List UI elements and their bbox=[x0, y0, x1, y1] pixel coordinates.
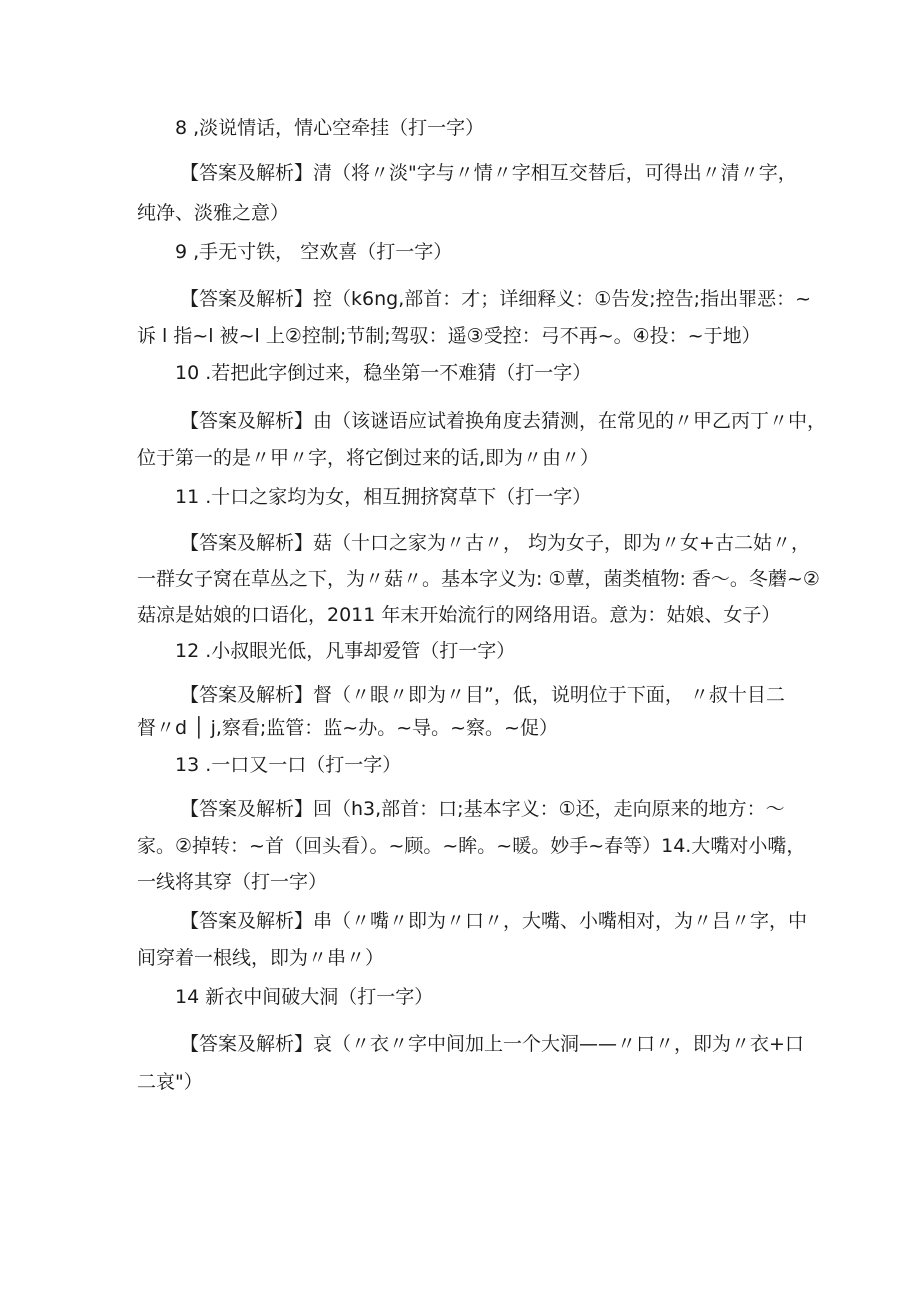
riddle-13-question: 13 .一口又一口（打一字） bbox=[175, 754, 402, 776]
riddle-14-answer: 【答案及解析】哀（〃衣〃字中间加上一个大洞——〃口〃，即为〃衣+口 bbox=[180, 1033, 804, 1055]
riddle-14a-answer: 【答案及解析】串（〃嘴〃即为〃口〃，大嘴、小嘴相对，为〃吕〃字，中 bbox=[180, 910, 808, 932]
riddle-10-question: 10 .若把此字倒过来，稳坐第一不难猜（打一字） bbox=[175, 362, 592, 384]
riddle-12-answer-cont: 督〃d │ j,察看;监管：监~办。~导。~察。~促） bbox=[137, 717, 558, 739]
riddle-8-answer-cont: 纯净、淡雅之意） bbox=[137, 202, 290, 224]
riddle-9-question: 9 ,手无寸铁， 空欢喜（打一字） bbox=[175, 241, 453, 263]
riddle-13-answer-cont-1: 家。②掉转：~首（回头看）。~顾。~眸。~暖。妙手~春等）14.大嘴对小嘴， bbox=[137, 835, 806, 857]
riddle-8-answer: 【答案及解析】清（将〃淡"字与〃情〃字相互交替后，可得出〃清〃字， bbox=[180, 162, 797, 184]
riddle-11-question: 11 .十口之家均为女，相互拥挤窝草下（打一字） bbox=[175, 486, 592, 508]
riddle-11-answer-cont-2: 菇凉是姑娘的口语化，2011 年末开始流行的网络用语。意为：姑娘、女子） bbox=[137, 604, 781, 626]
riddle-12-answer: 【答案及解析】督（〃眼〃即为〃目”，低，说明位于下面， 〃叔十目二 bbox=[180, 684, 785, 706]
riddle-13-answer: 【答案及解析】回（h3,部首：口;基本字义：①还，走向原来的地方：〜 bbox=[180, 798, 785, 820]
riddle-14-answer-cont: 二哀"） bbox=[137, 1071, 203, 1093]
riddle-11-answer: 【答案及解析】菇（十口之家为〃古〃， 均为女子，即为〃女+古二姑〃， bbox=[180, 532, 810, 554]
riddle-10-answer-cont: 位于第一的是〃甲〃字，将它倒过来的话,即为〃由〃） bbox=[137, 447, 600, 469]
riddle-10-answer: 【答案及解析】由（该谜语应试着换角度去猜测，在常见的〃甲乙丙丁〃中， bbox=[180, 410, 827, 432]
riddle-11-answer-cont-1: 一群女子窝在草丛之下，为〃菇〃。基本字义为: ①蕈，菌类植物: 香〜。冬蘑~② bbox=[137, 568, 820, 590]
riddle-13-answer-cont-2: 一线将其穿（打一字） bbox=[137, 871, 328, 893]
riddle-14a-answer-cont: 间穿着一根线，即为〃串〃） bbox=[137, 947, 385, 969]
riddle-8-question: 8 ,淡说情话，情心空牵挂（打一字） bbox=[175, 117, 485, 139]
riddle-14-question: 14 新衣中间破大洞（打一字） bbox=[175, 986, 434, 1008]
riddle-9-answer: 【答案及解析】控（k6ng,部首：才；详细释义：①告发;控告;指出罪恶：~ bbox=[180, 288, 811, 310]
riddle-9-answer-cont: 诉 l 指~l 被~l 上②控制;节制;驾驭：遥③受控：弓不再~。④投：~于地） bbox=[137, 325, 761, 347]
riddle-12-question: 12 .小叔眼光低，凡事却爱管（打一字） bbox=[175, 640, 516, 662]
